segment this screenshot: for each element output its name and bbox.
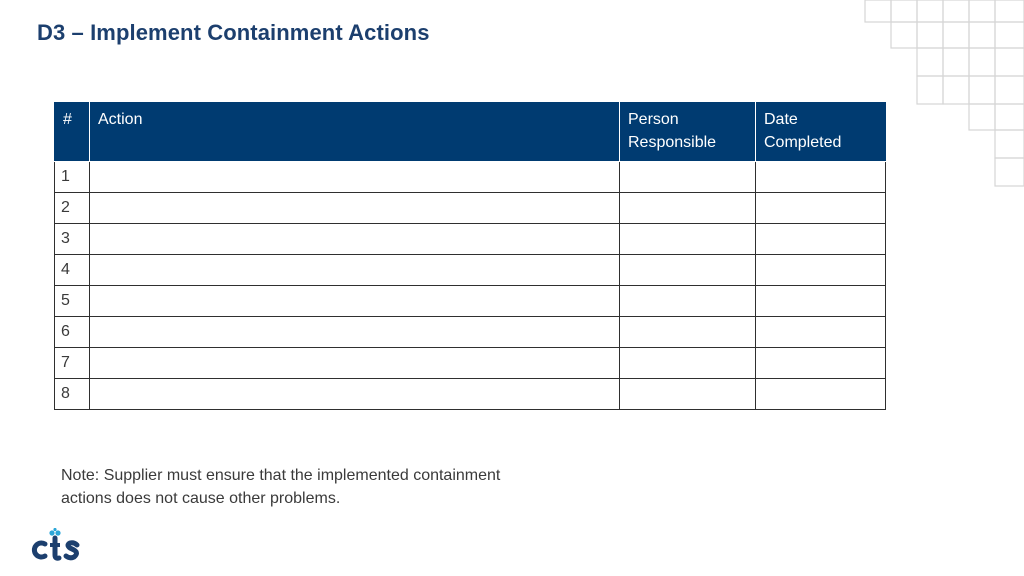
row-number: 2 (55, 193, 90, 224)
table-row (55, 348, 886, 379)
row-number: 8 (55, 379, 90, 410)
date-cell[interactable] (756, 224, 886, 255)
action-cell[interactable] (90, 255, 620, 286)
date-cell[interactable] (756, 193, 886, 224)
person-cell[interactable] (620, 317, 756, 348)
table-row (55, 379, 886, 410)
action-cell[interactable] (90, 348, 620, 379)
person-cell[interactable] (620, 255, 756, 286)
header-number: # (55, 103, 90, 162)
person-cell[interactable] (620, 193, 756, 224)
person-cell[interactable] (620, 379, 756, 410)
row-number: 4 (55, 255, 90, 286)
table-row (55, 317, 886, 348)
person-cell[interactable] (620, 348, 756, 379)
header-person-line1: Person (628, 111, 679, 128)
date-cell[interactable] (756, 348, 886, 379)
date-cell[interactable] (756, 255, 886, 286)
row-number: 7 (55, 348, 90, 379)
cts-logo (30, 528, 84, 562)
header-person-line2: Responsible (628, 134, 717, 151)
header-date-line1: Date (764, 111, 798, 128)
action-cell[interactable] (90, 317, 620, 348)
date-cell[interactable] (756, 379, 886, 410)
person-cell[interactable] (620, 224, 756, 255)
table-row (55, 162, 886, 193)
row-number: 3 (55, 224, 90, 255)
table-row (55, 286, 886, 317)
header-action: Action (90, 103, 620, 162)
header-date-completed (756, 103, 886, 162)
person-cell[interactable] (620, 286, 756, 317)
action-cell[interactable] (90, 224, 620, 255)
table-header-row (55, 103, 886, 162)
supplier-note (61, 464, 581, 510)
note-line-2: actions does not cause other problems. (61, 490, 341, 507)
table-row (55, 255, 886, 286)
person-cell[interactable] (620, 162, 756, 193)
page-title: D3 – Implement Containment Actions (37, 20, 430, 45)
row-number: 5 (55, 286, 90, 317)
row-number: 6 (55, 317, 90, 348)
table-row (55, 224, 886, 255)
row-number: 1 (55, 162, 90, 193)
table-row (55, 193, 886, 224)
note-line-1: Note: Supplier must ensure that the implemented containment (61, 467, 501, 484)
header-person-responsible (620, 103, 756, 162)
header-date-line2: Completed (764, 134, 842, 151)
date-cell[interactable] (756, 317, 886, 348)
action-cell[interactable] (90, 286, 620, 317)
date-cell[interactable] (756, 286, 886, 317)
containment-actions-table (54, 102, 886, 410)
date-cell[interactable] (756, 162, 886, 193)
action-cell[interactable] (90, 379, 620, 410)
action-cell[interactable] (90, 162, 620, 193)
action-cell[interactable] (90, 193, 620, 224)
